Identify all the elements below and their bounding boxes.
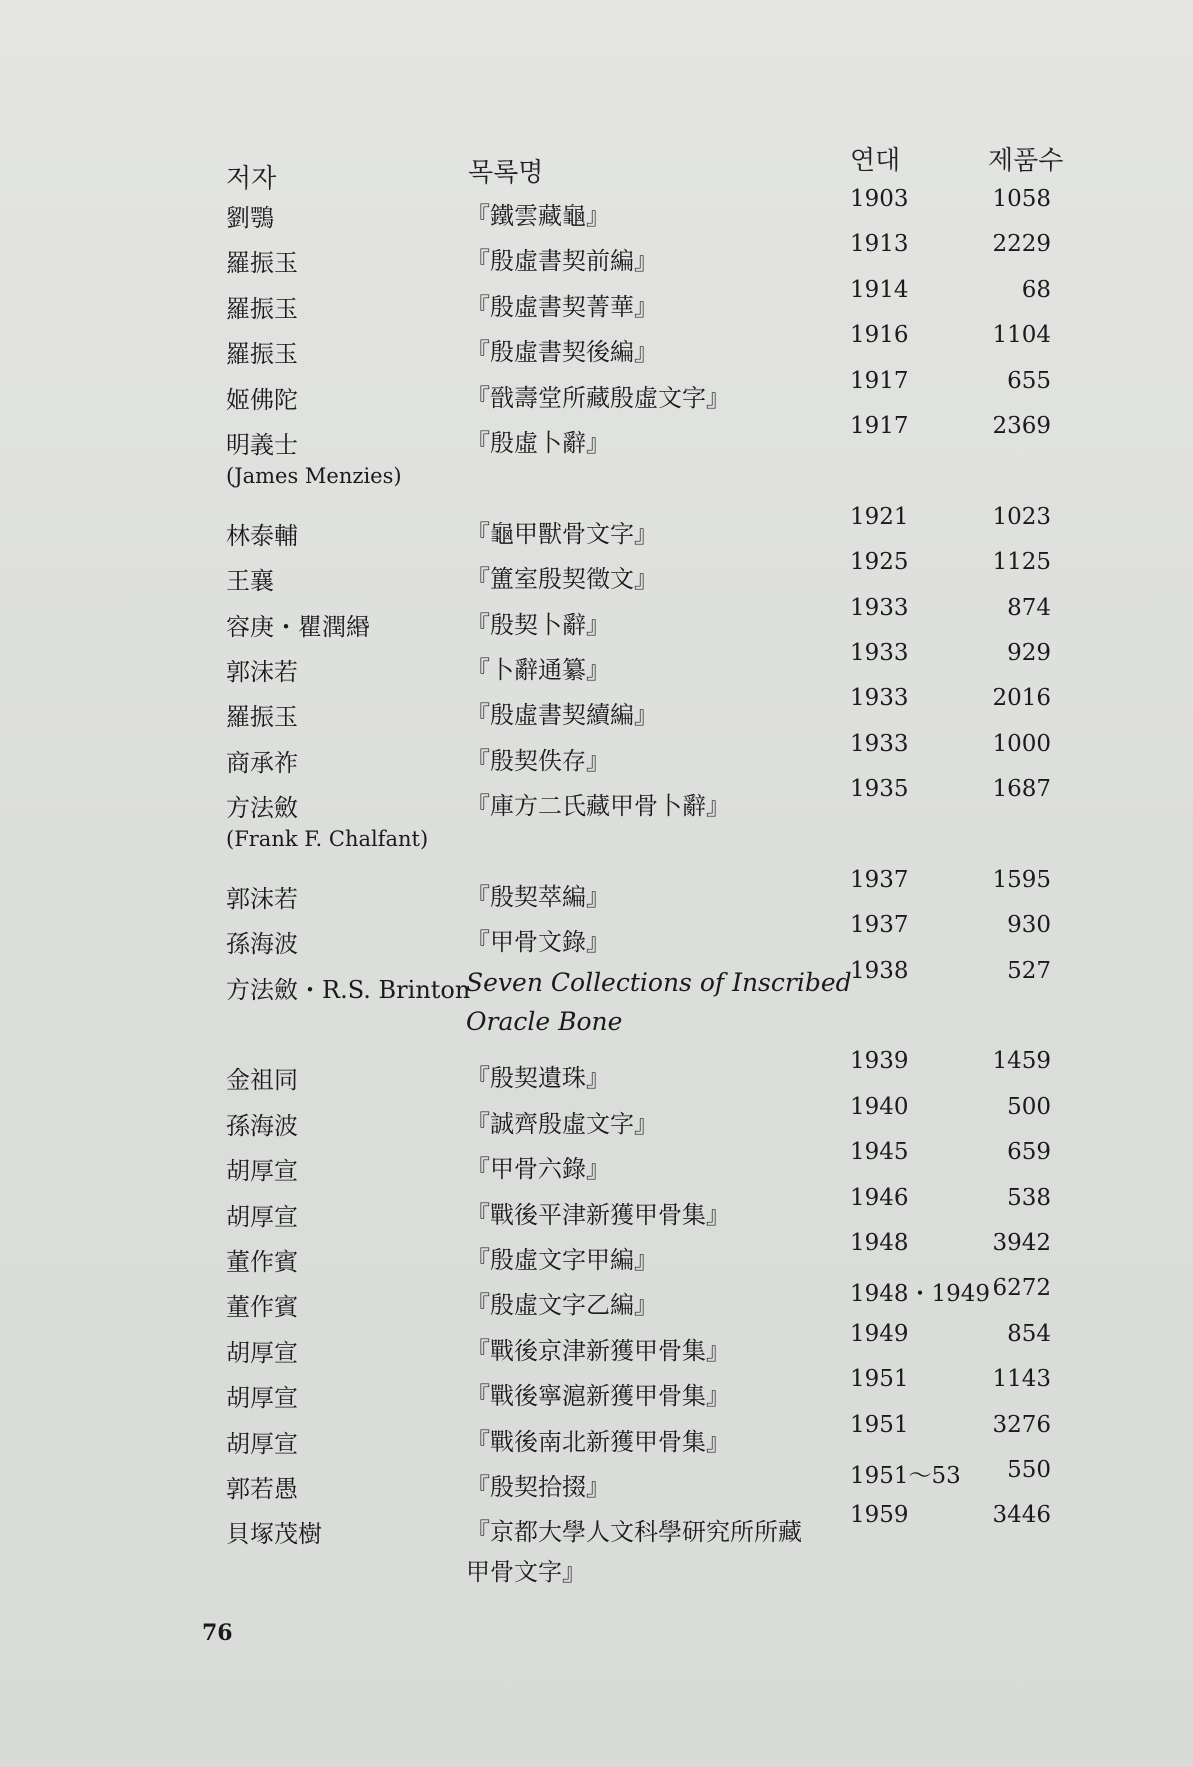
author-cell: 郭若愚 bbox=[226, 1474, 298, 1503]
table-row bbox=[0, 276, 1193, 326]
year-cell: 1933 bbox=[850, 685, 909, 712]
table-row bbox=[0, 825, 1193, 870]
table-row bbox=[0, 957, 1193, 1007]
year-cell: 1949 bbox=[850, 1320, 909, 1347]
year-cell: 1948 bbox=[850, 1229, 909, 1256]
count-cell: 3276 bbox=[992, 1411, 1051, 1438]
year-cell: 1937 bbox=[850, 866, 909, 893]
table-row bbox=[0, 685, 1193, 734]
year-cell: 1935 bbox=[850, 776, 909, 803]
year-cell: 1951 bbox=[850, 1366, 909, 1393]
author-cell: 孫海波 bbox=[226, 930, 298, 959]
year-cell: 1939 bbox=[850, 1048, 909, 1075]
count-cell: 1023 bbox=[992, 503, 1051, 530]
count-cell: 3446 bbox=[992, 1502, 1051, 1529]
catalog-cell: 『殷契卜辭』 bbox=[466, 610, 610, 639]
catalog-cell: 甲骨文字』 bbox=[466, 1557, 586, 1586]
year-cell: 1938 bbox=[850, 957, 909, 984]
catalog-cell: 『殷虛卜辭』 bbox=[466, 428, 610, 457]
year-cell: 1946 bbox=[850, 1184, 909, 1211]
catalog-cell: 『殷契遺珠』 bbox=[466, 1064, 610, 1093]
count-cell: 500 bbox=[1007, 1093, 1051, 1120]
author-cell: 羅振玉 bbox=[226, 703, 298, 732]
table-row bbox=[0, 1184, 1193, 1234]
author-cell: 郭沫若 bbox=[226, 657, 298, 686]
catalog-cell: 『殷虛書契後編』 bbox=[466, 338, 658, 367]
year-cell: 1937 bbox=[850, 912, 909, 939]
author-cell: 王襄 bbox=[226, 567, 274, 596]
count-cell: 930 bbox=[1007, 912, 1051, 939]
catalog-cell: 『殷契佚存』 bbox=[466, 746, 610, 775]
count-cell: 1000 bbox=[992, 730, 1051, 757]
table-row bbox=[0, 1007, 1193, 1052]
author-cell: 劉鶚 bbox=[226, 204, 274, 232]
table-row bbox=[0, 1552, 1193, 1597]
count-cell: 659 bbox=[1007, 1139, 1051, 1166]
table-row bbox=[0, 1366, 1193, 1415]
catalog-cell: 『殷契萃編』 bbox=[466, 882, 610, 911]
author-cell: 郭沫若 bbox=[226, 884, 298, 913]
author-cell: 胡厚宣 bbox=[226, 1338, 298, 1367]
table-row bbox=[0, 594, 1193, 644]
year-cell: 1948・1949 bbox=[850, 1281, 991, 1308]
catalog-cell: 『殷虛書契續編』 bbox=[466, 701, 658, 730]
catalog-cell: 『殷虛書契菁華』 bbox=[466, 292, 658, 321]
author-cell: 董作賓 bbox=[226, 1247, 298, 1276]
table-row bbox=[0, 231, 1193, 280]
table-row bbox=[0, 639, 1193, 689]
table-row bbox=[0, 367, 1193, 417]
author-cell: 胡厚宣 bbox=[226, 1202, 298, 1231]
catalog-cell: 『殷虛文字乙編』 bbox=[466, 1291, 658, 1320]
author-cell: 方法斂・R.S. Brinton bbox=[226, 975, 471, 1004]
table-row bbox=[0, 1411, 1193, 1461]
catalog-cell: 『卜辭通纂』 bbox=[466, 655, 610, 684]
author-cell: 胡厚宣 bbox=[226, 1429, 298, 1458]
year-cell: 1933 bbox=[850, 639, 909, 666]
year-cell: 1925 bbox=[850, 549, 909, 576]
table-row bbox=[0, 1502, 1193, 1551]
author-cell: 羅振玉 bbox=[226, 340, 298, 369]
author-cell: (Frank F. Chalfant) bbox=[226, 827, 429, 852]
author-cell: 明義士 bbox=[226, 430, 298, 459]
header-catalog: 목록명 bbox=[468, 158, 544, 188]
catalog-cell: 『誠齊殷虛文字』 bbox=[466, 1109, 658, 1138]
table-row bbox=[0, 1456, 1193, 1506]
year-cell: 1933 bbox=[850, 594, 909, 621]
catalog-cell: 『戰後京津新獲甲骨集』 bbox=[466, 1336, 730, 1365]
year-cell: 1921 bbox=[850, 503, 909, 530]
table-row bbox=[0, 1320, 1193, 1370]
catalog-cell: 『甲骨文錄』 bbox=[466, 928, 610, 957]
author-cell: 胡厚宣 bbox=[226, 1157, 298, 1186]
count-cell: 854 bbox=[1007, 1320, 1051, 1347]
table-row bbox=[0, 912, 1193, 961]
table-row bbox=[0, 776, 1193, 825]
catalog-cell: 『簠室殷契徵文』 bbox=[466, 565, 658, 594]
table-row bbox=[0, 730, 1193, 780]
table-row bbox=[0, 1093, 1193, 1143]
table-row bbox=[0, 462, 1193, 507]
count-cell: 3942 bbox=[992, 1229, 1051, 1256]
header-count: 제품수 bbox=[988, 146, 1064, 176]
year-cell: 1933 bbox=[850, 730, 909, 757]
catalog-cell: 『戰後平津新獲甲骨集』 bbox=[466, 1200, 730, 1229]
table-row bbox=[0, 1048, 1193, 1097]
table-row bbox=[0, 186, 1193, 235]
year-cell: 1913 bbox=[850, 231, 909, 258]
count-cell: 2016 bbox=[992, 685, 1051, 712]
count-cell: 929 bbox=[1007, 639, 1051, 666]
year-cell: 1951 bbox=[850, 1411, 909, 1438]
table-row bbox=[0, 412, 1193, 462]
year-cell: 1917 bbox=[850, 367, 909, 394]
year-cell: 1914 bbox=[850, 276, 909, 303]
header-author: 저자 bbox=[226, 164, 277, 194]
catalog-cell: 『殷虛書契前編』 bbox=[466, 247, 658, 276]
count-cell: 6272 bbox=[992, 1275, 1051, 1302]
catalog-table bbox=[0, 186, 1193, 1597]
author-cell: 董作賓 bbox=[226, 1293, 298, 1322]
year-cell: 1951～53 bbox=[850, 1462, 961, 1489]
table-row bbox=[0, 866, 1193, 916]
count-cell: 1459 bbox=[992, 1048, 1051, 1075]
author-cell: 容庚・瞿潤緡 bbox=[226, 612, 370, 641]
catalog-cell: Oracle Bone bbox=[466, 1007, 623, 1037]
count-cell: 655 bbox=[1007, 367, 1051, 394]
author-cell: 羅振玉 bbox=[226, 249, 298, 278]
table-header bbox=[0, 140, 1193, 194]
author-cell: 姬佛陀 bbox=[226, 385, 298, 414]
table-row bbox=[0, 1139, 1193, 1188]
count-cell: 550 bbox=[1007, 1456, 1051, 1483]
catalog-cell: 『殷虛文字甲編』 bbox=[466, 1245, 658, 1274]
catalog-cell: 『甲骨六錄』 bbox=[466, 1155, 610, 1184]
year-cell: 1917 bbox=[850, 412, 909, 439]
author-cell: 孫海波 bbox=[226, 1111, 298, 1140]
catalog-cell: 『京都大學人文科學研究所所藏 bbox=[466, 1518, 802, 1547]
author-cell: 羅振玉 bbox=[226, 294, 298, 323]
count-cell: 527 bbox=[1007, 957, 1051, 984]
count-cell: 2229 bbox=[992, 231, 1051, 258]
author-cell: 貝塚茂樹 bbox=[226, 1520, 322, 1549]
catalog-cell: 『戰後南北新獲甲骨集』 bbox=[466, 1427, 730, 1456]
count-cell: 1125 bbox=[992, 549, 1051, 576]
author-cell: 林泰輔 bbox=[226, 521, 298, 550]
author-cell: (James Menzies) bbox=[226, 464, 402, 489]
count-cell: 538 bbox=[1007, 1184, 1051, 1211]
count-cell: 1687 bbox=[992, 776, 1051, 803]
table-row bbox=[0, 503, 1193, 553]
table-row bbox=[0, 322, 1193, 371]
catalog-cell: 『鐵雲藏龜』 bbox=[466, 202, 610, 230]
count-cell: 874 bbox=[1007, 594, 1051, 621]
author-cell: 方法斂 bbox=[226, 794, 298, 823]
table-row bbox=[0, 1275, 1193, 1324]
year-cell: 1940 bbox=[850, 1093, 909, 1120]
catalog-cell: Seven Collections of Inscribed bbox=[466, 967, 852, 997]
count-cell: 1058 bbox=[992, 186, 1051, 212]
year-cell: 1945 bbox=[850, 1139, 909, 1166]
table-row bbox=[0, 1229, 1193, 1279]
year-cell: 1959 bbox=[850, 1502, 909, 1529]
catalog-cell: 『龜甲獸骨文字』 bbox=[466, 519, 658, 548]
catalog-cell: 『戰後寧滬新獲甲骨集』 bbox=[466, 1382, 730, 1411]
catalog-cell: 『殷契拾掇』 bbox=[466, 1472, 610, 1501]
catalog-cell: 『戩壽堂所藏殷虛文字』 bbox=[466, 383, 730, 412]
count-cell: 2369 bbox=[992, 412, 1051, 439]
table-row bbox=[0, 549, 1193, 598]
author-cell: 胡厚宣 bbox=[226, 1384, 298, 1413]
count-cell: 1104 bbox=[992, 322, 1051, 349]
year-cell: 1903 bbox=[850, 186, 909, 212]
page-number: 76 bbox=[202, 1620, 233, 1646]
author-cell: 商承祚 bbox=[226, 748, 298, 777]
catalog-cell: 『庫方二氏藏甲骨卜辭』 bbox=[466, 792, 730, 821]
count-cell: 1595 bbox=[992, 866, 1051, 893]
header-year: 연대 bbox=[850, 146, 901, 176]
author-cell: 金祖同 bbox=[226, 1066, 298, 1095]
count-cell: 1143 bbox=[992, 1366, 1051, 1393]
count-cell: 68 bbox=[1021, 276, 1051, 303]
year-cell: 1916 bbox=[850, 322, 909, 349]
